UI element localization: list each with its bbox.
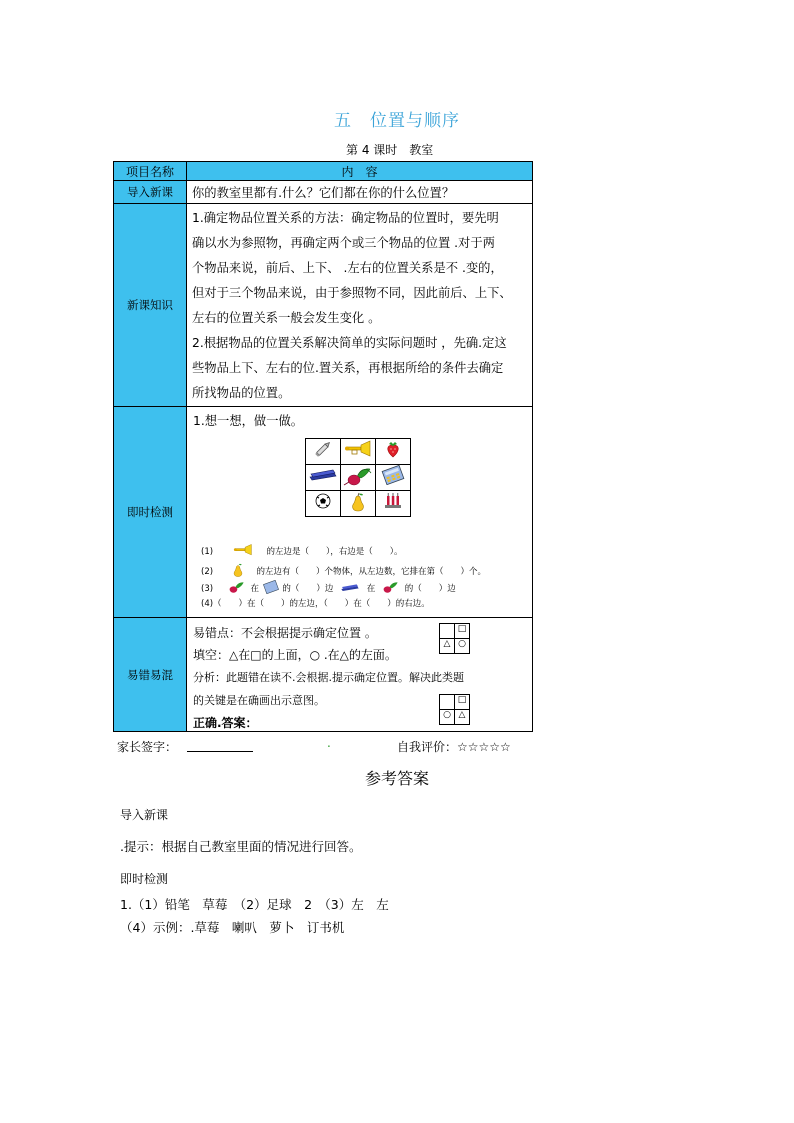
answers-line-2: （4）示例：.草莓 喇叭 萝卜 订书机: [120, 920, 345, 935]
trumpet-icon: [341, 439, 376, 465]
knowledge-line: 但对于三个物品来说，由于参照物不同，因此前后、上下、: [192, 286, 512, 300]
dot-mark: .: [327, 736, 331, 750]
test-label: 即时检测: [114, 407, 187, 618]
answers-intro-hint: .提示：根据自己教室里面的情况进行回答。: [120, 839, 362, 854]
grid-cell: △: [455, 710, 470, 725]
header-item-name: 项目名称: [114, 162, 187, 181]
radish-icon: [378, 580, 402, 597]
header-content: 内 容: [187, 162, 533, 181]
grid-cell: ○: [455, 639, 470, 654]
question-text: 在: [250, 584, 259, 594]
knowledge-line: 确以水为参照物，再确定两个或三个物品的位置 .对于两: [192, 236, 495, 250]
parent-sign-label: 家长签字：: [117, 740, 178, 754]
lesson-subtitle: 第 4 课时 教室: [346, 143, 434, 157]
candles-icon: [376, 491, 411, 517]
page-title: 五 位置与顺序: [334, 111, 460, 131]
question-text: 的左边有（ ）个物体，从左边数，它排在第（ ）个。: [256, 567, 486, 577]
error-analysis-1: 分析：此题错在读不.会根据.提示确定位置。解决此类题: [193, 671, 464, 684]
test-content: [187, 407, 533, 618]
question-number: (2): [201, 567, 214, 577]
error-fill: 填空：△在□的上面，○ .在△的左面。: [193, 648, 397, 662]
knowledge-line: 个物品来说，前后、上下、 .左右的位置关系是不 .变的，: [192, 261, 503, 275]
knowledge-line: 左右的位置关系一般会发生变化 。: [192, 311, 381, 325]
answers-intro-heading: 导入新课: [120, 808, 169, 822]
question-text: 的（ ）边: [282, 584, 334, 594]
question-number: (1): [201, 547, 214, 557]
radish-icon: [341, 465, 376, 491]
question-4: (4)（ ）在（ ）的左边，（ ）在（ ）的右边。: [201, 599, 430, 609]
grid-cell: [440, 624, 455, 639]
knowledge-paragraph: [187, 204, 532, 406]
question-text: 在: [366, 584, 376, 594]
knowledge-content: [187, 204, 533, 407]
lesson-table: [113, 161, 533, 732]
answers-line-1: 1.（1）铅笔 草莓 （2）足球 2 （3）左 左: [120, 897, 389, 912]
grid-cell: □: [455, 695, 470, 710]
football-icon: [306, 491, 341, 517]
error-point: 易错点：不会根据提示确定位置 。: [193, 626, 377, 640]
pear-icon: [230, 562, 246, 581]
parent-sign-line: [187, 751, 253, 752]
knowledge-line: 所找物品的位置。: [192, 386, 291, 400]
grid-cell: ○: [440, 710, 455, 725]
diagram-grid-question: [439, 623, 470, 654]
error-label: 易错易混: [114, 618, 187, 732]
stapler-icon: [306, 465, 341, 491]
diagram-grid-answer: [439, 694, 470, 725]
grid-cell: [440, 695, 455, 710]
error-content: [187, 618, 533, 732]
question-2: [201, 562, 486, 581]
strawberry-icon: [376, 439, 411, 465]
intro-label: 导入新课: [114, 181, 187, 204]
knowledge-line: 些物品上下、左右的位.置关系，再根据所给的条件去确定: [192, 361, 504, 375]
question-text: 的左边是（ ），右边是（ ）。: [266, 547, 403, 557]
knowledge-label: 新课知识: [114, 204, 187, 407]
error-answer: 正确.答案：: [193, 716, 258, 730]
trumpet-icon: [228, 543, 258, 560]
stapler-icon: [336, 581, 364, 596]
question-3: [201, 580, 456, 597]
pear-icon: [341, 491, 376, 517]
answers-title: 参考答案: [364, 769, 429, 788]
calculator-icon: [376, 465, 411, 491]
question-text: 的（ ）边: [404, 584, 456, 594]
knowledge-line: 1.确定物品位置关系的方法：确定物品的位置时，要先明: [192, 211, 499, 225]
pencil-icon: [306, 439, 341, 465]
question-number: (3): [201, 584, 214, 594]
item-grid: [305, 438, 411, 517]
question-1: [201, 543, 402, 560]
error-analysis-2: 的关键是在确画出示意图。: [193, 694, 325, 707]
knowledge-line: 2.根据物品的位置关系解决简单的实际问题时 ，先确.定这: [192, 336, 507, 350]
calculator-icon: [262, 580, 280, 597]
radish-icon: [224, 580, 248, 597]
self-evaluation: 自我评价：☆☆☆☆☆: [397, 740, 511, 754]
test-prompt: 1.想一想，做一做。: [193, 414, 304, 428]
intro-text: 你的教室里都有.什么？它们都在你的什么位置？: [187, 181, 533, 204]
grid-cell: △: [440, 639, 455, 654]
answers-test-heading: 即时检测: [120, 872, 169, 886]
grid-cell: □: [455, 624, 470, 639]
